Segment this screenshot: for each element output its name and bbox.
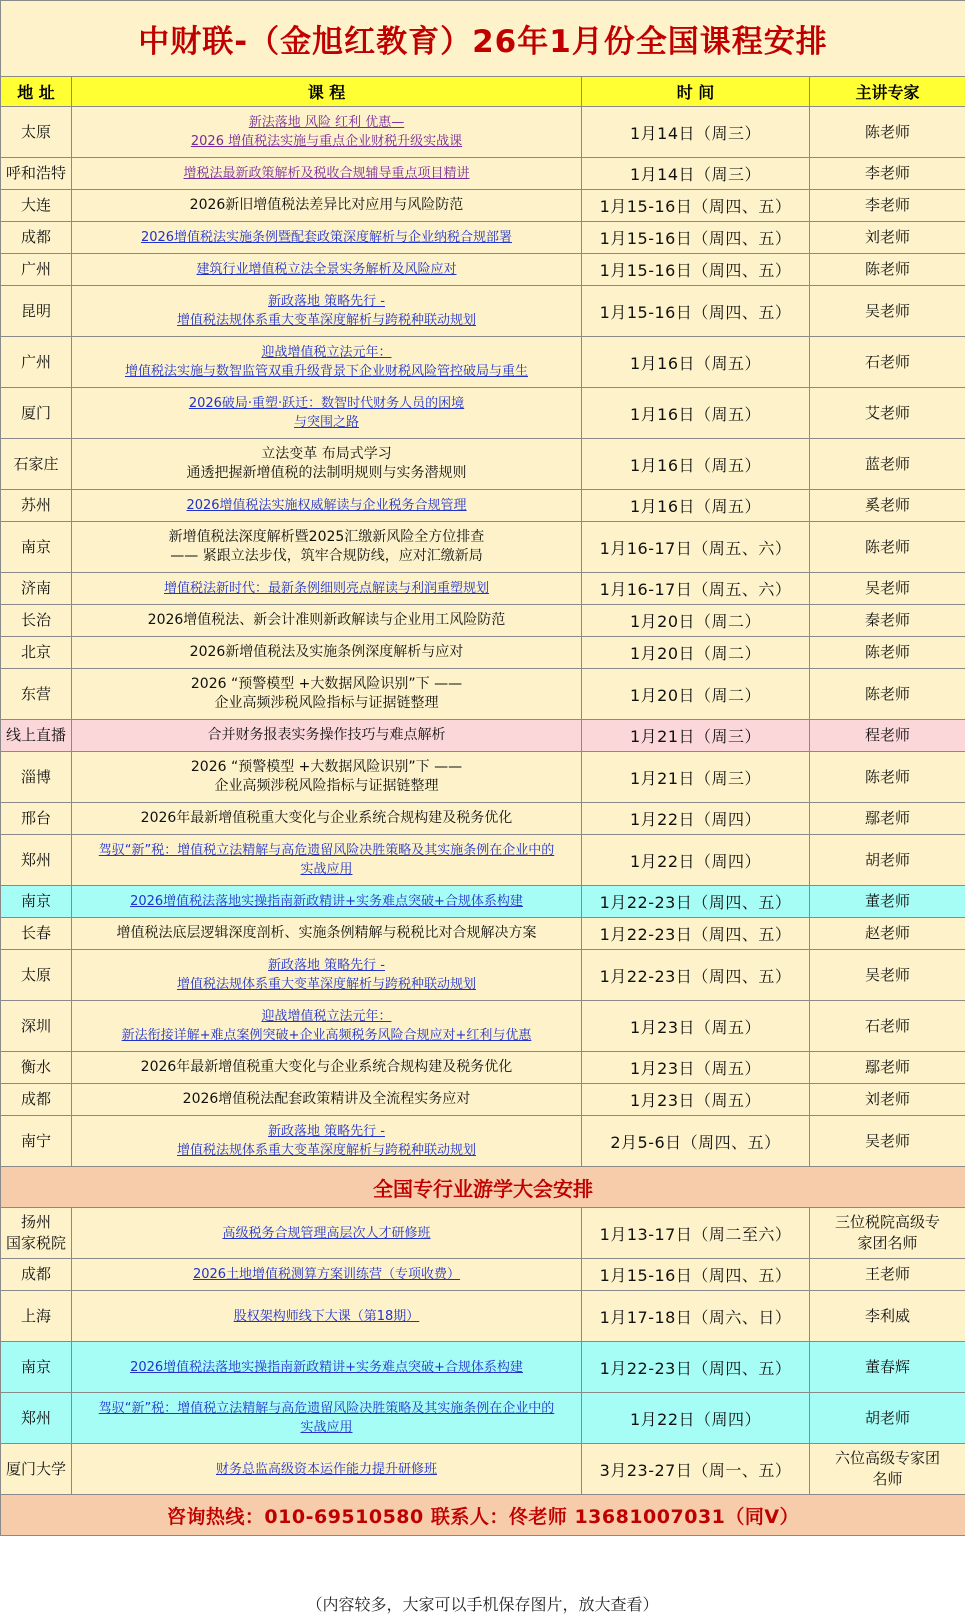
course-line: 2026新旧增值税法差异比对应用与风险防范 [189,197,464,213]
course-line: 2026年最新增值税重大变化与企业系统合规构建及税务优化 [140,1059,513,1075]
course-link[interactable] [72,1001,582,1052]
table-row [1,107,965,158]
course-line: 与突围之路 [293,415,359,430]
course-link[interactable] [72,1393,582,1444]
course-link [72,918,582,950]
table-row [1,1001,965,1052]
course-line: 2026 “预警模型 +大数据风险识别”下 —— [190,759,463,775]
city-cell [1,1342,72,1393]
course-link [72,439,582,490]
course-line: 新政落地 策略先行 - [268,958,385,973]
expert-cell [810,1393,965,1444]
table-row [1,720,965,752]
city-cell [1,1393,72,1444]
expert-cell: 鄢老师 [810,803,965,835]
course-link[interactable] [72,388,582,439]
hotline-row [1,1495,965,1536]
expert-cell: 李老师 [810,190,965,222]
table-row [1,886,965,918]
city-cell: 深圳 [1,1001,72,1052]
table-row [1,950,965,1001]
city-cell: 济南 [1,573,72,605]
time-cell: 1月17-18日（周六、日） [582,1291,810,1342]
course-line: 2026新增值税法及实施条例深度解析与应对 [189,644,464,660]
expert-line: 李利威 [865,1306,911,1325]
expert-line: 六位高级专家团 [835,1449,941,1467]
course-line: 新政落地 策略先行 - [268,294,385,309]
city-cell: 大连 [1,190,72,222]
table-row [1,1084,965,1116]
city-cell [1,1291,72,1342]
time-cell: 1月20日（周二） [582,605,810,637]
city-cell: 成都 [1,1084,72,1116]
table-row [1,337,965,388]
course-link [72,669,582,720]
course-line: 驾驭“新”税：增值税立法精解与高危遗留风险决胜策略及其实施条例在企业中的 [98,843,555,858]
time-cell: 1月13-17日（周二至六） [582,1208,810,1259]
course-line: 驾驭“新”税：增值税立法精解与高危遗留风险决胜策略及其实施条例在企业中的 [98,1401,555,1416]
course-link[interactable] [72,490,582,522]
header-row [1,77,965,107]
table-row [1,158,965,190]
time-cell: 1月14日（周三） [582,107,810,158]
course-line: 2026增值税法落地实操指南新政精讲+实务难点突破+合规体系构建 [130,894,523,909]
course-link[interactable] [72,337,582,388]
expert-cell: 石老师 [810,337,965,388]
city-cell: 太原 [1,107,72,158]
table-row [1,1116,965,1167]
city-cell: 南宁 [1,1116,72,1167]
course-link[interactable] [72,107,582,158]
city-cell: 长春 [1,918,72,950]
course-line: 2026年最新增值税重大变化与企业系统合规构建及税务优化 [140,810,513,826]
course-line: 2026破局·重塑·跃迁：数智时代财务人员的困境 [188,396,465,411]
hotline-text: 咨询热线：010-69510580 联系人：佟老师 13681007031（同V） [1,1495,965,1536]
time-cell: 1月20日（周二） [582,669,810,720]
city-line: 成都 [20,1265,51,1283]
city-cell: 石家庄 [1,439,72,490]
expert-cell: 蓝老师 [810,439,965,490]
table-row [1,573,965,605]
table-row [1,439,965,490]
table-row [1,1393,965,1444]
course-link[interactable] [72,1342,582,1393]
expert-cell: 刘老师 [810,222,965,254]
course-link [72,720,582,752]
table-row [1,669,965,720]
course-line: 2026土地增值税测算方案训练营（专项收费） [192,1267,461,1282]
course-line: 2026增值税法配套政策精讲及全流程实务应对 [182,1091,471,1107]
table-row [1,1259,965,1291]
page-title: 中财联-（金旭红教育）26年1月份全国课程安排 [1,1,965,77]
time-cell: 1月16日（周五） [582,439,810,490]
course-line: 增值税法规体系重大变革深度解析与跨税种联动规划 [176,313,476,328]
title-row [1,1,965,77]
time-cell: 1月22-23日（周四、五） [582,1342,810,1393]
header-expert: 主讲专家 [810,77,965,107]
table-row [1,1052,965,1084]
table-row [1,803,965,835]
time-cell: 1月15-16日（周四、五） [582,1259,810,1291]
course-link [72,803,582,835]
course-line: 迎战增值税立法元年： [261,1009,392,1024]
table-row [1,286,965,337]
time-cell: 1月22日（周四） [582,803,810,835]
time-cell: 1月15-16日（周四、五） [582,254,810,286]
city-cell: 南京 [1,886,72,918]
course-line: 2026增值税法落地实操指南新政精讲+实务难点突破+合规体系构建 [130,1359,523,1375]
header-city: 地 址 [1,77,72,107]
city-cell: 北京 [1,637,72,669]
city-cell: 南京 [1,522,72,573]
city-cell [1,1259,72,1291]
course-link [72,637,582,669]
table-row [1,490,965,522]
table-row [1,637,965,669]
course-line: 2026 增值税法实施与重点企业财税升级实战课 [190,134,463,149]
course-line: 新政落地 策略先行 - [268,1124,385,1139]
time-cell: 1月16-17日（周五、六） [582,573,810,605]
course-line: 立法变革 布局式学习 [261,446,392,462]
course-line: 增值税法底层逻辑深度剖析、实施条例精解与税税比对合规解决方案 [116,925,537,941]
city-cell: 邢台 [1,803,72,835]
city-cell: 广州 [1,254,72,286]
course-line: 通透把握新增值税的法制明规则与实务潜规则 [186,465,467,481]
city-line: 扬州 [20,1213,51,1231]
expert-line: 董春辉 [865,1357,911,1376]
course-link[interactable] [72,1259,582,1291]
course-line: 增值税法规体系重大变革深度解析与跨税种联动规划 [176,977,476,992]
time-cell: 1月16日（周五） [582,337,810,388]
expert-cell: 陈老师 [810,522,965,573]
expert-cell: 吴老师 [810,1116,965,1167]
expert-line: 三位税院高级专 [835,1213,941,1231]
expert-cell: 胡老师 [810,835,965,886]
time-cell: 1月23日（周五） [582,1001,810,1052]
city-cell: 郑州 [1,835,72,886]
time-cell: 1月22日（周四） [582,835,810,886]
course-link[interactable] [72,835,582,886]
course-line: 企业高频涉税风险指标与证据链整理 [214,778,439,794]
course-line: 2026增值税法、新会计准则新政解读与企业用工风险防范 [147,612,506,628]
course-line: —— 紧跟立法步伐，筑牢合规防线，应对汇缴新局 [170,548,483,564]
footnote: （内容较多，大家可以手机保存图片，放大查看） [0,1589,965,1621]
table-row [1,752,965,803]
course-line: 高级税务合规管理高层次人才研修班 [222,1225,431,1241]
time-cell: 1月16-17日（周五、六） [582,522,810,573]
time-cell: 1月21日（周三） [582,752,810,803]
expert-cell: 吴老师 [810,286,965,337]
expert-cell [810,1444,965,1495]
expert-line: 胡老师 [865,1408,911,1427]
time-cell: 1月21日（周三） [582,720,810,752]
course-link [72,190,582,222]
city-cell: 线上直播 [1,720,72,752]
city-cell: 成都 [1,222,72,254]
time-cell: 1月15-16日（周四、五） [582,286,810,337]
expert-cell: 奚老师 [810,490,965,522]
table-row [1,605,965,637]
course-line: 增值税法实施与数智监管双重升级背景下企业财税风险管控破局与重生 [124,364,528,379]
expert-cell [810,1259,965,1291]
expert-cell: 程老师 [810,720,965,752]
course-link[interactable] [72,158,582,190]
city-cell: 广州 [1,337,72,388]
city-line: 厦门大学 [5,1459,66,1478]
time-cell: 1月15-16日（周四、五） [582,222,810,254]
course-line: 新法落地 风险 红利 优惠— [248,115,405,130]
city-cell: 东营 [1,669,72,720]
time-cell: 1月22-23日（周四、五） [582,918,810,950]
course-link[interactable] [72,1444,582,1495]
course-line: 2026 “预警模型 +大数据风险识别”下 —— [190,676,463,692]
course-link[interactable] [72,886,582,918]
expert-cell: 陈老师 [810,669,965,720]
expert-cell: 赵老师 [810,918,965,950]
table-row [1,1444,965,1495]
course-line: 增税法最新政策解析及税收合规辅导重点项目精讲 [183,166,470,181]
course-line: 股权架构师线下大课（第18期） [233,1308,420,1324]
expert-cell [810,1291,965,1342]
city-cell: 呼和浩特 [1,158,72,190]
city-line: 南京 [20,1357,51,1376]
time-cell: 1月20日（周二） [582,637,810,669]
time-cell: 1月22日（周四） [582,1393,810,1444]
course-line: 2026增值税法实施权威解读与企业税务合规管理 [186,498,467,513]
course-link [72,1084,582,1116]
city-cell: 苏州 [1,490,72,522]
table-row [1,388,965,439]
time-cell: 1月23日（周五） [582,1052,810,1084]
course-link [72,522,582,573]
time-cell: 1月22-23日（周四、五） [582,950,810,1001]
city-line: 上海 [20,1306,51,1325]
course-link [72,605,582,637]
section-row [1,1167,965,1208]
time-cell: 1月23日（周五） [582,1084,810,1116]
course-line: 增值税法新时代：最新条例细则亮点解读与利润重塑规划 [163,581,489,596]
city-line: 国家税院 [5,1234,66,1252]
course-line: 2026增值税法实施条例暨配套政策深度解析与企业纳税合规部署 [140,230,513,245]
table-row [1,835,965,886]
section-title: 全国专行业游学大会安排 [1,1167,965,1208]
course-line: 迎战增值税立法元年： [261,345,392,360]
course-line: 新法衔接详解+难点案例突破+企业高频税务风险合规应对+红利与优惠 [121,1028,532,1043]
course-line: 财务总监高级资本运作能力提升研修班 [215,1461,437,1477]
course-line: 合并财务报表实务操作技巧与难点解析 [207,727,446,743]
header-time: 时 间 [582,77,810,107]
table-row [1,1342,965,1393]
expert-cell: 鄢老师 [810,1052,965,1084]
course-link[interactable] [72,950,582,1001]
expert-cell: 陈老师 [810,107,965,158]
expert-line: 王老师 [865,1265,911,1283]
table-row [1,254,965,286]
city-cell [1,1208,72,1259]
expert-cell: 秦老师 [810,605,965,637]
course-line: 建筑行业增值税立法全景实务解析及风险应对 [196,262,457,277]
course-link[interactable] [72,254,582,286]
city-cell: 厦门 [1,388,72,439]
time-cell: 2月5-6日（周四、五） [582,1116,810,1167]
expert-cell [810,1342,965,1393]
city-cell: 太原 [1,950,72,1001]
city-cell: 衡水 [1,1052,72,1084]
expert-line: 名师 [872,1470,903,1488]
header-course: 课 程 [72,77,582,107]
table-row [1,918,965,950]
expert-line: 家团名师 [857,1234,918,1252]
table-row [1,222,965,254]
expert-cell: 艾老师 [810,388,965,439]
city-cell [1,1444,72,1495]
course-link[interactable] [72,286,582,337]
city-line: 郑州 [20,1408,51,1427]
course-link[interactable] [72,1291,582,1342]
expert-cell: 吴老师 [810,573,965,605]
course-link[interactable] [72,222,582,254]
course-link [72,1052,582,1084]
course-link[interactable] [72,1116,582,1167]
expert-cell: 董老师 [810,886,965,918]
time-cell: 1月16日（周五） [582,388,810,439]
expert-cell: 李老师 [810,158,965,190]
course-link[interactable] [72,1208,582,1259]
course-line: 增值税法规体系重大变革深度解析与跨税种联动规划 [176,1143,476,1158]
expert-cell: 陈老师 [810,254,965,286]
expert-cell [810,1208,965,1259]
expert-cell: 吴老师 [810,950,965,1001]
city-cell: 昆明 [1,286,72,337]
table-row [1,1291,965,1342]
time-cell: 1月14日（周三） [582,158,810,190]
time-cell: 1月22-23日（周四、五） [582,886,810,918]
city-cell: 长治 [1,605,72,637]
time-cell: 1月15-16日（周四、五） [582,190,810,222]
course-line: 新增值税法深度解析暨2025汇缴新风险全方位排查 [168,529,485,545]
table-row [1,1208,965,1259]
course-line: 企业高频涉税风险指标与证据链整理 [214,695,439,711]
time-cell: 3月23-27日（周一、五） [582,1444,810,1495]
expert-cell: 陈老师 [810,752,965,803]
course-line: 实战应用 [300,862,353,877]
expert-cell: 刘老师 [810,1084,965,1116]
course-link[interactable] [72,573,582,605]
table-row [1,522,965,573]
expert-cell: 陈老师 [810,637,965,669]
time-cell: 1月16日（周五） [582,490,810,522]
course-link [72,752,582,803]
table-row [1,190,965,222]
expert-cell: 石老师 [810,1001,965,1052]
city-cell: 淄博 [1,752,72,803]
course-line: 实战应用 [300,1420,353,1435]
